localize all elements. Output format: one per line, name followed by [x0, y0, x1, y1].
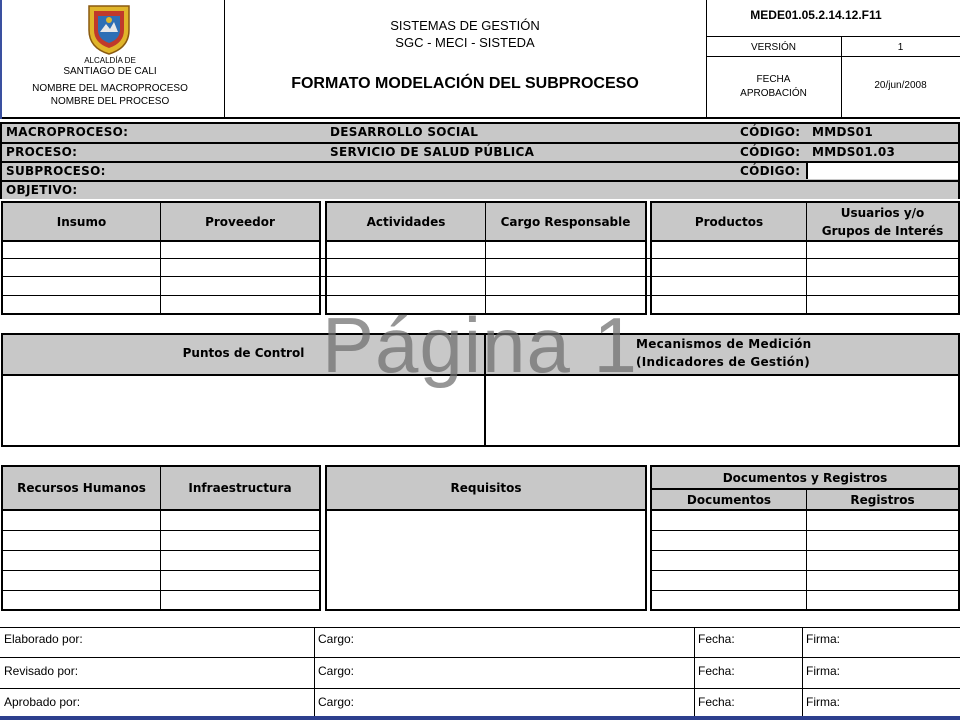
- table1-row[interactable]: [3, 242, 319, 312]
- proceso-codigo-value: MMDS01.03: [812, 145, 896, 159]
- macroproceso-label: MACROPROCESO:: [6, 125, 129, 139]
- version-value: 1: [897, 42, 904, 53]
- proceso-name: NOMBRE DEL PROCESO: [50, 96, 170, 107]
- header-infraestructura: Infraestructura: [161, 467, 319, 509]
- aprobado-fecha-label: Fecha:: [698, 695, 735, 709]
- alcaldia-line2: SANTIAGO DE CALI: [63, 66, 157, 77]
- documents-rows[interactable]: [652, 511, 958, 609]
- revisado-cargo-label: Cargo:: [318, 664, 355, 678]
- header-cargo-responsable: Cargo Responsable: [486, 203, 645, 240]
- header-usuarios: [807, 203, 958, 240]
- system-line2: SGC - MECI - SISTEDA: [395, 35, 535, 50]
- aprobacion-label: APROBACIÓN: [740, 88, 807, 99]
- header-registros: Registros: [807, 490, 958, 509]
- fecha-label: FECHA: [756, 74, 791, 85]
- mecanismos-area[interactable]: [486, 376, 958, 445]
- header-proveedor: Proveedor: [161, 203, 319, 240]
- objetivo-row[interactable]: [2, 182, 958, 199]
- header-documentos-registros: Documentos y Registros: [652, 467, 958, 488]
- page-watermark: Página 1: [322, 301, 638, 389]
- mecanismos-line1: Mecanismos de Medición: [636, 337, 812, 351]
- subproceso-label: SUBPROCESO:: [6, 164, 106, 178]
- header-documentos: Documentos: [652, 490, 806, 509]
- revisado-label: Revisado por:: [4, 664, 79, 678]
- elaborado-fecha-label: Fecha:: [698, 632, 735, 646]
- macroproceso-codigo-value: MMDS01: [812, 125, 873, 139]
- subproceso-codigo-field[interactable]: [806, 163, 958, 179]
- header-recursos-humanos: Recursos Humanos: [3, 467, 160, 509]
- header-productos: Productos: [652, 203, 806, 240]
- proceso-value: SERVICIO DE SALUD PÚBLICA: [330, 145, 535, 159]
- proceso-codigo-label: CÓDIGO:: [740, 145, 801, 159]
- aprobado-label: Aprobado por:: [4, 695, 81, 709]
- revisado-fecha-label: Fecha:: [698, 664, 735, 678]
- header-actividades: Actividades: [327, 203, 485, 240]
- table1-row[interactable]: [327, 242, 645, 312]
- form-code: MEDE01.05.2.14.12.F11: [750, 8, 882, 22]
- elaborado-label: Elaborado por:: [4, 632, 83, 646]
- resources-rows[interactable]: [3, 511, 319, 609]
- elaborado-cargo-label: Cargo:: [318, 632, 355, 646]
- fecha-value: 20/jun/2008: [874, 80, 927, 91]
- macroproceso-name: NOMBRE DEL MACROPROCESO: [32, 83, 188, 94]
- header-usuarios-line1: Usuarios y/o: [840, 206, 925, 220]
- elaborado-firma-label: Firma:: [806, 632, 840, 646]
- header-insumo: Insumo: [3, 203, 160, 240]
- revisado-firma-label: Firma:: [806, 664, 840, 678]
- macroproceso-value: DESARROLLO SOCIAL: [330, 125, 479, 139]
- aprobado-firma-label: Firma:: [806, 695, 840, 709]
- header-requisitos: Requisitos: [327, 467, 645, 509]
- city-seal-logo: [84, 2, 134, 56]
- macroproceso-codigo-label: CÓDIGO:: [740, 125, 801, 139]
- version-label: VERSIÓN: [750, 42, 796, 53]
- puntos-control-label: Puntos de Control: [182, 346, 305, 360]
- table1-row[interactable]: [652, 242, 958, 312]
- proceso-label: PROCESO:: [6, 145, 78, 159]
- alcaldia-line1: ALCALDÍA DE: [84, 56, 136, 65]
- header-usuarios-line2: Grupos de Interés: [821, 224, 944, 238]
- system-line1: SISTEMAS DE GESTIÓN: [390, 18, 540, 33]
- mecanismos-line2: (Indicadores de Gestión): [636, 355, 810, 369]
- subproceso-codigo-label: CÓDIGO:: [740, 164, 801, 178]
- puntos-control-area[interactable]: [3, 376, 484, 445]
- requisitos-area[interactable]: [327, 511, 645, 609]
- form-title: FORMATO MODELACIÓN DEL SUBPROCESO: [291, 75, 639, 92]
- objetivo-label: OBJETIVO:: [6, 183, 78, 197]
- aprobado-cargo-label: Cargo:: [318, 695, 355, 709]
